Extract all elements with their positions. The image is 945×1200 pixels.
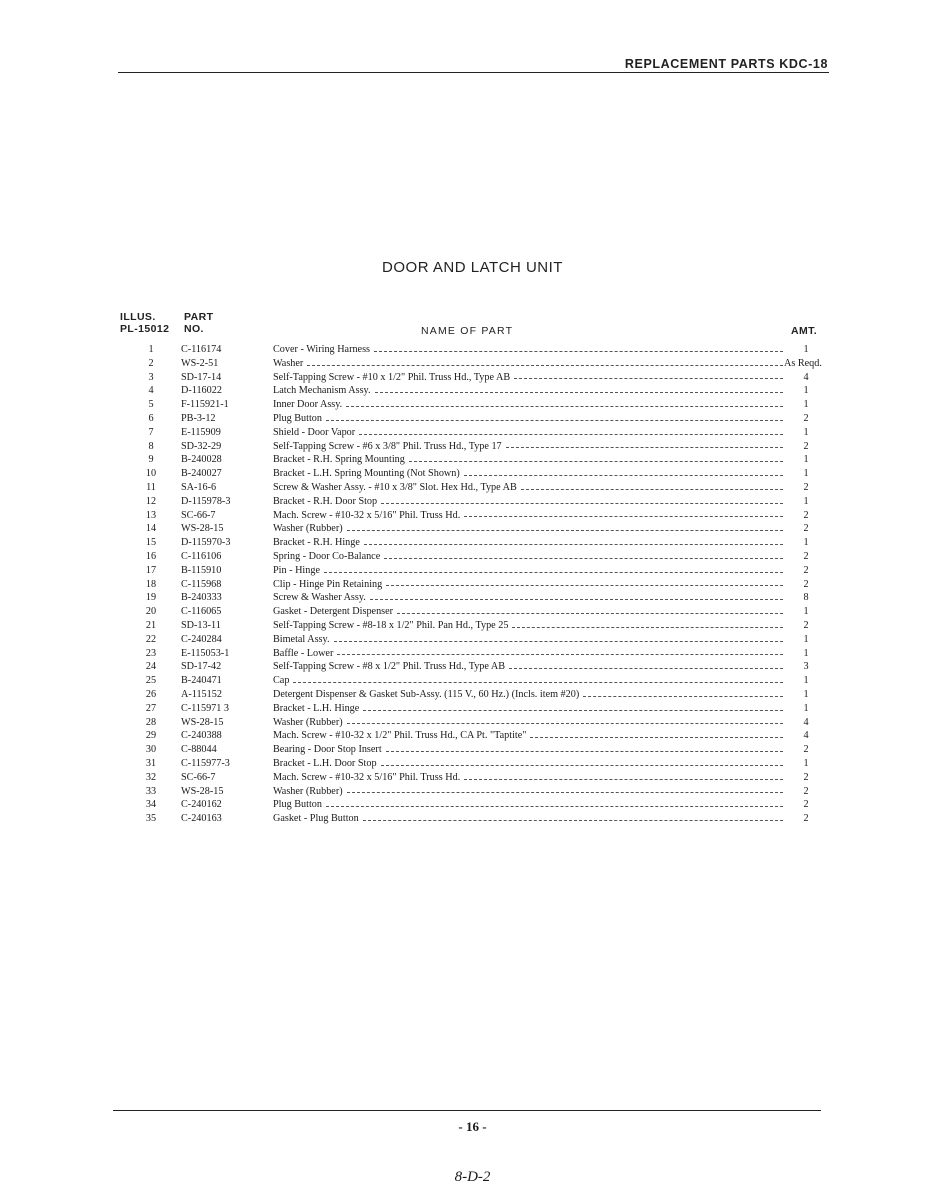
amount: 2 [803,619,809,631]
table-row [0,564,945,578]
illus-number: 14 [145,523,157,535]
part-name: Latch Mechanism Assy. [273,385,371,397]
part-name-cell [273,729,783,743]
leader-dashes [363,820,783,821]
leader-dashes [464,475,783,476]
leader-dashes [324,572,783,573]
amount: 2 [803,412,809,424]
leader-dashes [409,461,783,462]
part-number: D-115970-3 [181,537,231,549]
leader-dashes [381,503,783,504]
column-header-illus [120,311,169,335]
illus-number: 16 [145,550,157,562]
part-number: C-88044 [181,744,217,756]
illus-number: 29 [145,730,157,742]
part-name: Shield - Door Vapor [273,426,356,438]
amount: 2 [803,578,809,590]
illus-number: 1 [148,344,154,355]
table-row [0,522,945,536]
document-code: 8-D-2 [454,1169,491,1185]
leader-dashes [386,585,783,586]
amount: 1 [803,426,809,438]
amount: 1 [803,344,809,355]
part-name-cell [273,357,783,371]
amount: 1 [803,606,809,618]
footer-rule [113,1110,821,1111]
illus-number: 34 [145,799,157,811]
amount: 1 [803,633,809,645]
leader-dashes [307,365,783,366]
part-name-cell [273,509,783,523]
amount: 1 [803,454,809,466]
table-row [0,729,945,743]
part-name-cell [273,716,783,730]
table-row [0,398,945,412]
amount: 2 [803,564,809,576]
amount: 3 [803,661,809,673]
part-number: F-115921-1 [181,399,229,411]
illus-number: 25 [145,675,157,687]
leader-dashes [347,530,783,531]
illus-number: 33 [145,785,157,797]
amount: 2 [803,771,809,783]
part-name-cell [273,564,783,578]
part-name: Cap [273,675,290,687]
part-name: Washer (Rubber) [273,785,343,797]
part-name-cell [273,536,783,550]
illus-number: 12 [145,495,157,507]
illus-number: 22 [145,633,157,645]
illus-number: 6 [148,412,154,424]
amount: 2 [803,813,809,825]
part-number: A-115152 [181,688,222,700]
part-name: Plug Button [273,799,322,811]
part-name: Clip - Hinge Pin Retaining [273,578,383,590]
table-row [0,357,945,371]
part-number: B-115910 [181,564,222,576]
table-row [0,798,945,812]
table-row [0,495,945,509]
part-name-cell [273,605,783,619]
part-name-cell [273,398,783,412]
illus-number: 7 [148,426,154,438]
part-number: PB-3-12 [181,412,216,424]
table-row [0,660,945,674]
table-row [0,481,945,495]
part-name: Bracket - L.H. Hinge [273,702,360,714]
part-name-cell [273,798,783,812]
part-number: C-116174 [181,344,222,355]
leader-dashes [337,654,783,655]
illus-number: 13 [145,509,157,521]
part-name: Mach. Screw - #10-32 x 1/2" Phil. Truss Hd., CA Pt. "Taptite" [273,730,527,742]
part-name: Washer (Rubber) [273,716,343,728]
part-name-cell [273,757,783,771]
illus-number: 3 [148,371,154,383]
table-row [0,343,945,357]
table-row [0,536,945,550]
illus-number: 19 [145,592,157,604]
part-number: B-240333 [181,592,222,604]
part-number: SD-17-42 [181,661,222,673]
amount: 2 [803,481,809,493]
part-number: D-116022 [181,385,222,397]
table-row [0,716,945,730]
part-number: E-115909 [181,426,221,438]
table-row [0,412,945,426]
illus-number: 28 [145,716,157,728]
leader-dashes [583,696,783,697]
column-header-illus-line2: PL-15012 [120,323,170,335]
amount: 2 [803,440,809,452]
part-name-cell [273,619,783,633]
amount: 1 [803,675,809,687]
part-number: B-240471 [181,675,222,687]
amount: 2 [803,799,809,811]
table-row [0,647,945,661]
part-name: Bracket - L.H. Door Stop [273,757,377,769]
part-name-cell [273,522,783,536]
part-name: Bearing - Door Stop Insert [273,744,382,756]
illus-number: 32 [145,771,157,783]
table-row [0,688,945,702]
amount: 4 [803,371,809,383]
table-row [0,384,945,398]
part-name-cell [273,481,783,495]
column-header-illus-line1: ILLUS. [120,311,156,323]
leader-dashes [386,751,783,752]
amount: 1 [803,757,809,769]
part-name-cell [273,688,783,702]
part-name-cell [273,412,783,426]
illus-number: 9 [148,454,154,466]
part-name-cell [273,440,783,454]
leader-dashes [363,710,783,711]
part-name-cell [273,371,783,385]
amount: 1 [803,647,809,659]
header-rule [118,72,829,73]
part-name-cell [273,647,783,661]
running-head: REPLACEMENT PARTS KDC-18 [624,57,828,71]
leader-dashes [334,641,783,642]
part-number: SA-16-6 [181,481,217,493]
illus-number: 11 [146,481,156,493]
part-number: WS-2-51 [181,357,219,369]
illus-number: 23 [145,647,157,659]
part-number: SC-66-7 [181,771,216,783]
part-number: C-116106 [181,550,222,562]
amount: 8 [803,592,809,604]
part-number: C-115977-3 [181,757,230,769]
illus-number: 4 [148,385,154,397]
table-row [0,785,945,799]
part-name-cell [273,343,783,357]
leader-dashes [293,682,783,683]
part-number: C-240163 [181,813,222,825]
part-name: Gasket - Plug Button [273,813,359,825]
illus-number: 8 [148,440,154,452]
part-number: D-115978-3 [181,495,231,507]
leader-dashes [384,558,783,559]
leader-dashes [397,613,783,614]
amount: 1 [803,399,809,411]
part-name-cell [273,674,783,688]
part-number: B-240028 [181,454,222,466]
illus-number: 10 [145,468,157,480]
illus-number: 15 [145,537,157,549]
part-name: Screw & Washer Assy. - #10 x 3/8" Slot. Hex Hd., Type AB [273,481,517,493]
table-row [0,591,945,605]
part-name-cell [273,578,783,592]
part-name-cell [273,771,783,785]
leader-dashes [512,627,783,628]
amount: 1 [803,688,809,700]
illus-number: 21 [145,619,157,631]
part-name-cell [273,743,783,757]
amount: 1 [803,495,809,507]
table-row [0,619,945,633]
part-name: Bracket - R.H. Spring Mounting [273,454,405,466]
leader-dashes [347,723,783,724]
illus-number: 31 [145,757,157,769]
part-name-cell [273,812,783,826]
amount: 2 [803,550,809,562]
part-name: Bracket - R.H. Door Stop [273,495,378,507]
table-row [0,605,945,619]
part-name: Bimetal Assy. [273,633,330,645]
column-header-amt: AMT. [791,325,818,337]
part-number: SD-17-14 [181,371,222,383]
leader-dashes [326,806,783,807]
leader-dashes [521,489,783,490]
amount: 4 [803,716,809,728]
part-number: C-115968 [181,578,222,590]
illus-number: 27 [145,702,157,714]
part-name-cell [273,495,783,509]
leader-dashes [514,378,783,379]
page-title: DOOR AND LATCH UNIT [382,259,563,276]
part-name: Screw & Washer Assy. [273,592,366,604]
leader-dashes [506,447,783,448]
part-number: WS-28-15 [181,785,224,797]
part-name-cell [273,785,783,799]
illus-number: 30 [145,744,157,756]
part-number: SC-66-7 [181,509,216,521]
illus-number: 24 [145,661,157,673]
amount: 2 [803,744,809,756]
leader-dashes [346,406,783,407]
part-name-cell [273,591,783,605]
part-name-cell [273,426,783,440]
part-name: Self-Tapping Screw - #10 x 1/2" Phil. Truss Hd., Type AB [273,371,511,383]
leader-dashes [464,516,783,517]
table-row [0,426,945,440]
part-name: Baffle - Lower [273,647,334,659]
table-row [0,371,945,385]
table-row [0,674,945,688]
part-number: C-116065 [181,606,222,618]
part-number: C-240388 [181,730,222,742]
part-name: Plug Button [273,412,322,424]
part-name-cell [273,384,783,398]
table-row [0,578,945,592]
column-header-part [184,311,213,335]
part-name: Mach. Screw - #10-32 x 5/16" Phil. Truss Hd. [273,771,461,783]
illus-number: 26 [145,688,157,700]
table-row [0,509,945,523]
part-name-cell [273,660,783,674]
column-header-part-line1: PART [184,311,214,323]
part-name: Pin - Hinge [273,564,320,576]
part-number: WS-28-15 [181,716,224,728]
table-row [0,633,945,647]
table-row [0,743,945,757]
part-name-cell [273,702,783,716]
parts-list [0,343,945,826]
part-number: SD-32-29 [181,440,222,452]
part-number: C-115971 3 [181,702,230,714]
table-row [0,702,945,716]
amount: 1 [803,468,809,480]
part-number: WS-28-15 [181,523,224,535]
leader-dashes [359,434,783,435]
part-name: Bracket - L.H. Spring Mounting (Not Shown) [273,468,460,480]
amount: 1 [803,702,809,714]
amount: 2 [803,509,809,521]
column-header-part-line2: NO. [184,323,204,335]
table-row [0,453,945,467]
leader-dashes [509,668,783,669]
illus-number: 35 [145,813,157,825]
part-name: Self-Tapping Screw - #8 x 1/2" Phil. Truss Hd., Type AB [273,661,506,673]
part-name: Spring - Door Co-Balance [273,550,381,562]
part-number: C-240284 [181,633,222,645]
illus-number: 17 [145,564,157,576]
table-row [0,812,945,826]
part-name-cell [273,453,783,467]
part-name-cell [273,467,783,481]
part-number: B-240027 [181,468,222,480]
table-row [0,440,945,454]
leader-dashes [364,544,783,545]
part-name: Gasket - Detergent Dispenser [273,606,394,618]
amount: As Reqd. [784,357,822,369]
part-name: Inner Door Assy. [273,399,343,411]
leader-dashes [347,792,783,793]
part-name-cell [273,633,783,647]
part-number: E-115053-1 [181,647,230,659]
amount: 1 [803,385,809,397]
page-number: - 16 - [458,1119,487,1134]
part-number: SD-13-11 [181,619,221,631]
table-row [0,550,945,564]
part-name: Bracket - R.H. Hinge [273,537,360,549]
part-name: Washer (Rubber) [273,523,343,535]
amount: 2 [803,523,809,535]
leader-dashes [381,765,783,766]
illus-number: 2 [148,357,154,369]
amount: 2 [803,785,809,797]
part-number: C-240162 [181,799,222,811]
part-name-cell [273,550,783,564]
table-row [0,467,945,481]
part-name: Detergent Dispenser & Gasket Sub-Assy. (115 V., 60 Hz.) (Incls. item #20) [273,688,580,700]
part-name: Washer [273,357,304,369]
table-row [0,771,945,785]
part-name: Mach. Screw - #10-32 x 5/16" Phil. Truss Hd. [273,509,461,521]
leader-dashes [374,351,783,352]
column-header-name: NAME OF PART [421,325,514,337]
leader-dashes [464,779,783,780]
part-name: Cover - Wiring Harness [273,344,371,355]
illus-number: 5 [148,399,154,411]
illus-number: 18 [145,578,157,590]
leader-dashes [326,420,783,421]
part-name: Self-Tapping Screw - #8-18 x 1/2" Phil. Pan Hd., Type 25 [273,619,509,631]
leader-dashes [375,392,783,393]
leader-dashes [370,599,783,600]
part-name: Self-Tapping Screw - #6 x 3/8" Phil. Truss Hd., Type 17 [273,440,502,452]
amount: 1 [803,537,809,549]
table-row [0,757,945,771]
leader-dashes [530,737,783,738]
illus-number: 20 [145,606,157,618]
amount: 4 [803,730,809,742]
